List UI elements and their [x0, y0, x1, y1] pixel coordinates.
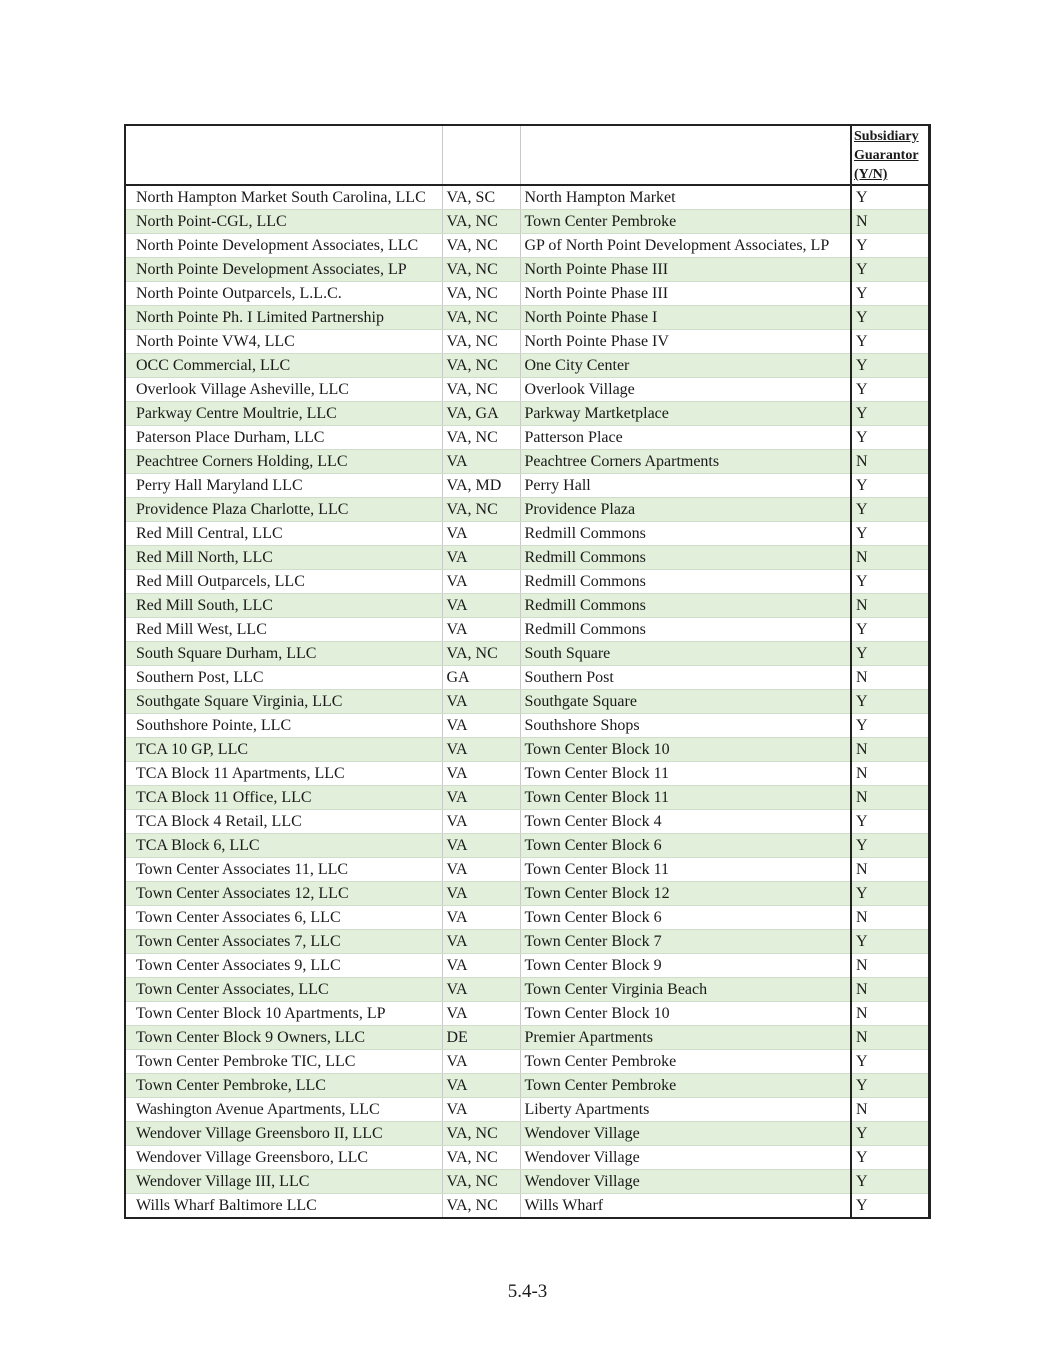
guarantor-cell: Y	[851, 1194, 929, 1219]
states-cell: VA	[442, 1050, 520, 1074]
states-cell: VA, MD	[442, 474, 520, 498]
table-row	[125, 642, 929, 666]
states-cell: VA, NC	[442, 210, 520, 234]
table-row	[125, 258, 929, 282]
table-row	[125, 570, 929, 594]
property-cell: North Hampton Market	[520, 185, 851, 210]
header-guarantor-line-2: Guarantor	[854, 148, 919, 163]
property-cell: Wendover Village	[520, 1122, 851, 1146]
entity-cell: North Pointe Development Associates, LP	[125, 258, 442, 282]
property-cell: Town Center Pembroke	[520, 210, 851, 234]
guarantor-cell: N	[851, 1026, 929, 1050]
guarantor-cell: N	[851, 978, 929, 1002]
guarantor-cell: Y	[851, 570, 929, 594]
guarantor-cell: N	[851, 450, 929, 474]
states-cell: VA, NC	[442, 354, 520, 378]
property-cell: North Pointe Phase III	[520, 282, 851, 306]
states-cell: VA, NC	[442, 330, 520, 354]
states-cell: VA, SC	[442, 185, 520, 210]
property-cell: GP of North Point Development Associates, LP	[520, 234, 851, 258]
property-cell: Town Center Pembroke	[520, 1074, 851, 1098]
entity-cell: Wendover Village Greensboro, LLC	[125, 1146, 442, 1170]
table-row	[125, 858, 929, 882]
states-cell: VA	[442, 1074, 520, 1098]
table-row	[125, 618, 929, 642]
table-row	[125, 450, 929, 474]
states-cell: VA	[442, 810, 520, 834]
property-cell: Southgate Square	[520, 690, 851, 714]
entity-cell: Peachtree Corners Holding, LLC	[125, 450, 442, 474]
table-row	[125, 282, 929, 306]
property-cell: Redmill Commons	[520, 570, 851, 594]
table-row	[125, 498, 929, 522]
states-cell: VA, NC	[442, 498, 520, 522]
table-row	[125, 762, 929, 786]
table-row	[125, 402, 929, 426]
guarantor-cell: Y	[851, 498, 929, 522]
guarantor-cell: Y	[851, 330, 929, 354]
header-guarantor-line-3: (Y/N)	[854, 167, 888, 182]
entity-cell: Wendover Village Greensboro II, LLC	[125, 1122, 442, 1146]
property-cell: Town Center Block 10	[520, 1002, 851, 1026]
states-cell: VA	[442, 858, 520, 882]
entity-cell: TCA 10 GP, LLC	[125, 738, 442, 762]
guarantor-cell: Y	[851, 185, 929, 210]
entity-cell: North Hampton Market South Carolina, LLC	[125, 185, 442, 210]
guarantor-cell: N	[851, 210, 929, 234]
entity-cell: Town Center Block 10 Apartments, LP	[125, 1002, 442, 1026]
states-cell: VA	[442, 738, 520, 762]
entity-cell: North Pointe Development Associates, LLC	[125, 234, 442, 258]
property-cell: Overlook Village	[520, 378, 851, 402]
table-row	[125, 954, 929, 978]
guarantor-cell: Y	[851, 378, 929, 402]
property-cell: Liberty Apartments	[520, 1098, 851, 1122]
property-cell: Perry Hall	[520, 474, 851, 498]
states-cell: VA, NC	[442, 1194, 520, 1219]
entity-cell: Red Mill Central, LLC	[125, 522, 442, 546]
property-cell: South Square	[520, 642, 851, 666]
guarantor-cell: Y	[851, 714, 929, 738]
states-cell: VA, NC	[442, 234, 520, 258]
guarantor-cell: Y	[851, 618, 929, 642]
entity-cell: Town Center Associates 12, LLC	[125, 882, 442, 906]
states-cell: VA	[442, 714, 520, 738]
property-cell: Town Center Block 10	[520, 738, 851, 762]
table-row	[125, 1122, 929, 1146]
table-row	[125, 210, 929, 234]
states-cell: VA	[442, 930, 520, 954]
states-cell: VA	[442, 594, 520, 618]
table-row	[125, 1074, 929, 1098]
entity-cell: Southgate Square Virginia, LLC	[125, 690, 442, 714]
entity-cell: TCA Block 4 Retail, LLC	[125, 810, 442, 834]
property-cell: Town Center Block 6	[520, 906, 851, 930]
table-row	[125, 1002, 929, 1026]
property-cell: Wills Wharf	[520, 1194, 851, 1219]
header-property	[520, 125, 851, 185]
property-cell: Town Center Block 11	[520, 762, 851, 786]
states-cell: VA	[442, 522, 520, 546]
guarantor-cell: N	[851, 906, 929, 930]
property-cell: Southshore Shops	[520, 714, 851, 738]
entity-cell: North Pointe VW4, LLC	[125, 330, 442, 354]
guarantor-cell: Y	[851, 1146, 929, 1170]
table-row	[125, 930, 929, 954]
guarantor-cell: Y	[851, 474, 929, 498]
property-cell: Town Center Block 11	[520, 858, 851, 882]
states-cell: VA	[442, 882, 520, 906]
guarantor-cell: N	[851, 594, 929, 618]
guarantor-cell: Y	[851, 306, 929, 330]
table-row	[125, 474, 929, 498]
table-row	[125, 834, 929, 858]
states-cell: VA, NC	[442, 378, 520, 402]
property-cell: Wendover Village	[520, 1146, 851, 1170]
entity-cell: Parkway Centre Moultrie, LLC	[125, 402, 442, 426]
table-row	[125, 234, 929, 258]
guarantor-cell: N	[851, 1098, 929, 1122]
guarantor-cell: N	[851, 546, 929, 570]
entity-cell: Town Center Associates 11, LLC	[125, 858, 442, 882]
entity-cell: Washington Avenue Apartments, LLC	[125, 1098, 442, 1122]
states-cell: VA	[442, 786, 520, 810]
table-row	[125, 882, 929, 906]
property-cell: Town Center Block 7	[520, 930, 851, 954]
entity-cell: Wills Wharf Baltimore LLC	[125, 1194, 442, 1219]
table-row	[125, 1194, 929, 1219]
property-cell: Town Center Block 4	[520, 810, 851, 834]
states-cell: VA, GA	[442, 402, 520, 426]
table-row	[125, 185, 929, 210]
table-row	[125, 666, 929, 690]
states-cell: VA, NC	[442, 642, 520, 666]
table-row	[125, 690, 929, 714]
property-cell: Southern Post	[520, 666, 851, 690]
entity-cell: TCA Block 11 Office, LLC	[125, 786, 442, 810]
guarantor-cell: N	[851, 954, 929, 978]
states-cell: GA	[442, 666, 520, 690]
states-cell: VA	[442, 618, 520, 642]
entity-cell: Paterson Place Durham, LLC	[125, 426, 442, 450]
subsidiary-table	[124, 124, 931, 1219]
guarantor-cell: N	[851, 786, 929, 810]
table-row	[125, 426, 929, 450]
entity-cell: North Pointe Ph. I Limited Partnership	[125, 306, 442, 330]
states-cell: VA	[442, 954, 520, 978]
states-cell: VA, NC	[442, 258, 520, 282]
entity-cell: Wendover Village III, LLC	[125, 1170, 442, 1194]
states-cell: VA	[442, 978, 520, 1002]
states-cell: VA	[442, 1002, 520, 1026]
header-guarantor-line-1: Subsidiary	[854, 129, 919, 144]
entity-cell: Overlook Village Asheville, LLC	[125, 378, 442, 402]
property-cell: Town Center Pembroke	[520, 1050, 851, 1074]
header-subsidiary-guarantor	[851, 125, 929, 185]
states-cell: VA	[442, 546, 520, 570]
states-cell: VA	[442, 1098, 520, 1122]
table-row	[125, 354, 929, 378]
property-cell: Redmill Commons	[520, 522, 851, 546]
guarantor-cell: Y	[851, 1170, 929, 1194]
property-cell: Wendover Village	[520, 1170, 851, 1194]
entity-cell: Red Mill West, LLC	[125, 618, 442, 642]
property-cell: One City Center	[520, 354, 851, 378]
entity-cell: Town Center Block 9 Owners, LLC	[125, 1026, 442, 1050]
table-row	[125, 1146, 929, 1170]
table-row	[125, 714, 929, 738]
states-cell: VA, NC	[442, 282, 520, 306]
states-cell: VA, NC	[442, 1122, 520, 1146]
table-row	[125, 786, 929, 810]
states-cell: VA, NC	[442, 1170, 520, 1194]
entity-cell: Providence Plaza Charlotte, LLC	[125, 498, 442, 522]
guarantor-cell: Y	[851, 1050, 929, 1074]
entity-cell: Town Center Associates 7, LLC	[125, 930, 442, 954]
entity-cell: Town Center Associates 9, LLC	[125, 954, 442, 978]
guarantor-cell: N	[851, 1002, 929, 1026]
entity-cell: Southern Post, LLC	[125, 666, 442, 690]
property-cell: North Pointe Phase I	[520, 306, 851, 330]
guarantor-cell: Y	[851, 834, 929, 858]
table-row	[125, 1026, 929, 1050]
property-cell: Peachtree Corners Apartments	[520, 450, 851, 474]
header-entity	[125, 125, 442, 185]
states-cell: VA, NC	[442, 306, 520, 330]
table-row	[125, 906, 929, 930]
guarantor-cell: Y	[851, 426, 929, 450]
guarantor-cell: Y	[851, 258, 929, 282]
table-row	[125, 1170, 929, 1194]
entity-cell: Town Center Associates, LLC	[125, 978, 442, 1002]
guarantor-cell: Y	[851, 882, 929, 906]
table-row	[125, 330, 929, 354]
table-header-row	[125, 125, 929, 185]
guarantor-cell: N	[851, 858, 929, 882]
property-cell: Redmill Commons	[520, 594, 851, 618]
table-row	[125, 1098, 929, 1122]
states-cell: VA	[442, 570, 520, 594]
property-cell: Providence Plaza	[520, 498, 851, 522]
entity-cell: TCA Block 11 Apartments, LLC	[125, 762, 442, 786]
entity-cell: South Square Durham, LLC	[125, 642, 442, 666]
entity-cell: OCC Commercial, LLC	[125, 354, 442, 378]
property-cell: Premier Apartments	[520, 1026, 851, 1050]
states-cell: DE	[442, 1026, 520, 1050]
table-row	[125, 1050, 929, 1074]
table-row	[125, 522, 929, 546]
table-row	[125, 738, 929, 762]
guarantor-cell: Y	[851, 930, 929, 954]
guarantor-cell: Y	[851, 282, 929, 306]
table-row	[125, 594, 929, 618]
guarantor-cell: Y	[851, 1122, 929, 1146]
states-cell: VA	[442, 450, 520, 474]
states-cell: VA, NC	[442, 1146, 520, 1170]
property-cell: Redmill Commons	[520, 546, 851, 570]
entity-cell: Red Mill Outparcels, LLC	[125, 570, 442, 594]
property-cell: Town Center Block 11	[520, 786, 851, 810]
property-cell: North Pointe Phase IV	[520, 330, 851, 354]
entity-cell: Perry Hall Maryland LLC	[125, 474, 442, 498]
guarantor-cell: Y	[851, 810, 929, 834]
property-cell: Town Center Block 6	[520, 834, 851, 858]
property-cell: Redmill Commons	[520, 618, 851, 642]
entity-cell: Red Mill South, LLC	[125, 594, 442, 618]
entity-cell: Town Center Pembroke TIC, LLC	[125, 1050, 442, 1074]
entity-cell: Southshore Pointe, LLC	[125, 714, 442, 738]
property-cell: Parkway Martketplace	[520, 402, 851, 426]
guarantor-cell: Y	[851, 402, 929, 426]
states-cell: VA	[442, 906, 520, 930]
table-row	[125, 306, 929, 330]
guarantor-cell: Y	[851, 1074, 929, 1098]
property-cell: Town Center Block 9	[520, 954, 851, 978]
table-row	[125, 810, 929, 834]
states-cell: VA	[442, 690, 520, 714]
entity-cell: North Point-CGL, LLC	[125, 210, 442, 234]
table-row	[125, 378, 929, 402]
guarantor-cell: Y	[851, 234, 929, 258]
table-body	[125, 185, 929, 1218]
guarantor-cell: N	[851, 738, 929, 762]
table-row	[125, 546, 929, 570]
page-number: 5.4-3	[507, 1281, 548, 1302]
property-cell: Patterson Place	[520, 426, 851, 450]
entity-cell: Town Center Associates 6, LLC	[125, 906, 442, 930]
guarantor-cell: Y	[851, 690, 929, 714]
header-states	[442, 125, 520, 185]
table-row	[125, 978, 929, 1002]
property-cell: Town Center Virginia Beach	[520, 978, 851, 1002]
states-cell: VA	[442, 834, 520, 858]
entity-cell: Red Mill North, LLC	[125, 546, 442, 570]
states-cell: VA, NC	[442, 426, 520, 450]
guarantor-cell: N	[851, 666, 929, 690]
guarantor-cell: N	[851, 762, 929, 786]
states-cell: VA	[442, 762, 520, 786]
entity-cell: Town Center Pembroke, LLC	[125, 1074, 442, 1098]
entity-cell: TCA Block 6, LLC	[125, 834, 442, 858]
guarantor-cell: Y	[851, 522, 929, 546]
guarantor-cell: Y	[851, 354, 929, 378]
guarantor-cell: Y	[851, 642, 929, 666]
property-cell: Town Center Block 12	[520, 882, 851, 906]
property-cell: North Pointe Phase III	[520, 258, 851, 282]
entity-cell: North Pointe Outparcels, L.L.C.	[125, 282, 442, 306]
